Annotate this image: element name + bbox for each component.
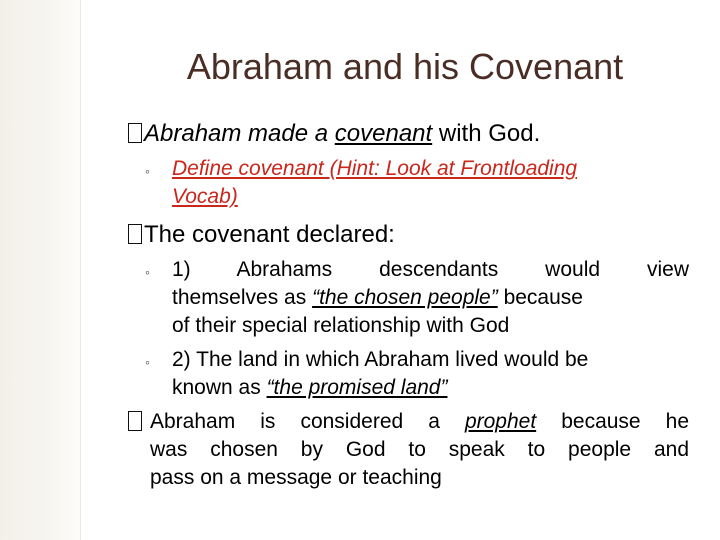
chosen-line2-a: themselves as (172, 286, 307, 309)
bullet-1-covenant: covenant (334, 120, 433, 147)
chosen-line2-c: because (503, 286, 583, 309)
bullet-box-icon (128, 411, 142, 431)
chosen-people-phrase: “the chosen people” (312, 286, 498, 309)
prophet-line1-a: Abraham is considered a (150, 410, 440, 433)
bullet-box-icon (128, 123, 142, 143)
bullet-1 (128, 120, 540, 148)
prophet-line2: was chosen by God to speak to people and (150, 438, 689, 461)
prophet-line1 (150, 410, 689, 434)
promised-land-phrase: “the promised land” (266, 376, 448, 399)
prophet-word: prophet (464, 410, 537, 433)
prophet-line3: pass on a message or teaching (150, 466, 442, 489)
bullet-2-text: The covenant declared: (144, 221, 395, 248)
chosen-line3: of their special relationship with God (172, 314, 510, 337)
slide-title: Abraham and his Covenant (186, 46, 624, 87)
sub-bullet-icon: ◦ (145, 354, 150, 370)
promised-line2-a: known as (172, 376, 261, 399)
promised-line2 (172, 376, 447, 400)
sub-bullet-icon: ◦ (145, 264, 150, 280)
bullet-1-text-a: Abraham made a (144, 120, 329, 147)
prophet-line1-c: because he (561, 410, 690, 433)
bullet-1-text-c: with God. (438, 120, 541, 147)
bullet-2 (128, 221, 395, 249)
bullet-box-icon (128, 224, 142, 244)
chosen-line2 (172, 286, 583, 310)
chosen-line1: 1) Abrahams descendants would view (172, 258, 689, 281)
define-covenant-line1: Define covenant (Hint: Look at Frontloading (172, 157, 578, 180)
sub-bullet-icon: ◦ (145, 163, 150, 179)
promised-line1: 2) The land in which Abraham lived would be (172, 348, 589, 371)
define-covenant-line2: Vocab) (172, 185, 238, 208)
bullet-3-marker (128, 408, 144, 436)
